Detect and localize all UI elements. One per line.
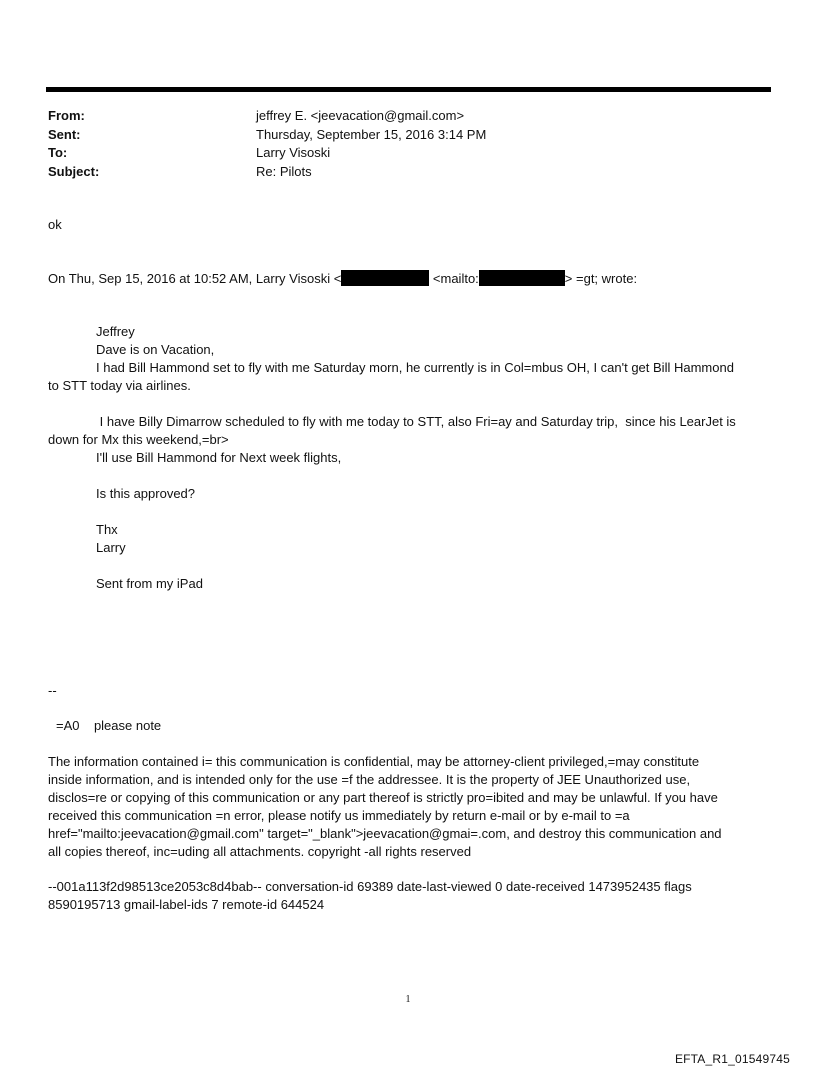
to-label: To: [48, 145, 68, 160]
redaction-box [341, 270, 429, 286]
subject-value: Re: Pilots [256, 163, 312, 179]
quoted-line: down for Mx this weekend,=br> [48, 432, 229, 447]
quoted-line: I'll use Bill Hammond for Next week flights, [96, 450, 342, 465]
quoted-line: I had Bill Hammond set to fly with me Saturday morn, he currently is in Col=mbus OH, I can't get Bill Hammond [96, 360, 734, 375]
metadata-line: --001a113f2d98513ce2053c8d4bab-- conversation-id 69389 date-last-viewed 0 date-received 1473952435 flags [48, 879, 692, 894]
signature-note: =A0 please note [56, 718, 162, 733]
from-value: jeffrey E. <jeevacation@gmail.com> [256, 108, 465, 123]
message-metadata [48, 878, 692, 914]
disclaimer-line: disclos=re or copying of this communication or any part thereof is strictly pro=ibited and may be unlawful. If you have [48, 790, 718, 805]
page-number: 1 [405, 994, 411, 1005]
quoted-line: Sent from my iPad [96, 576, 203, 591]
quoted-line: Jeffrey [96, 324, 135, 339]
reply-text: ok [48, 217, 62, 232]
sent-row [48, 126, 486, 145]
email-header [48, 107, 486, 181]
quote-intro [48, 270, 637, 288]
sent-value: Thursday, September 15, 2016 3:14 PM [256, 126, 487, 142]
disclaimer-line: received this communication =n error, please notify us immediately by return e-mail or by e-mail to =a [48, 808, 630, 823]
signature-dash: -- [48, 683, 57, 698]
quoted-line: Is this approved? [96, 486, 196, 501]
redaction-box [479, 270, 565, 286]
disclaimer-line: all copies thereof, inc=uding all attachments. copyright -all rights reserved [48, 844, 472, 859]
disclaimer [48, 753, 768, 861]
subject-row [48, 163, 486, 182]
subject-label: Subject: [48, 163, 100, 179]
quoted-line: Larry [96, 540, 126, 555]
sent-label: Sent: [48, 126, 81, 142]
quote-intro-text: On Thu, Sep 15, 2016 at 10:52 AM, Larry Visoski < [48, 271, 342, 286]
to-value: Larry Visoski [256, 145, 331, 160]
quoted-line: I have Billy Dimarrow scheduled to fly with me today to STT, also Fri=ay and Saturday trip, since his LearJet is [96, 414, 736, 429]
to-row [48, 144, 486, 163]
header-rule [46, 87, 771, 92]
quote-intro-mailto: <mailto: [432, 271, 479, 286]
quoted-line: Thx [96, 522, 118, 537]
metadata-line: 8590195713 gmail-label-ids 7 remote-id 644524 [48, 897, 325, 912]
disclaimer-line: href="mailto:jeevacation@gmail.com" target="_blank">jeevacation@gmai=.com, and destroy this communication and [48, 826, 722, 841]
from-label: From: [48, 108, 85, 123]
quote-intro-wrote: > =gt; wrote: [564, 271, 638, 286]
quoted-line: to STT today via airlines. [48, 378, 191, 393]
disclaimer-line: The information contained i= this communication is confidential, may be attorney-client privileged,=may constitute [48, 754, 700, 769]
quoted-message [48, 323, 773, 593]
disclaimer-line: inside information, and is intended only for the use =f the addressee. It is the property of JEE Unauthorized use, [48, 772, 691, 787]
from-row [48, 107, 486, 126]
quoted-line: Dave is on Vacation, [96, 342, 215, 357]
bates-number: EFTA_R1_01549745 [674, 1052, 790, 1066]
